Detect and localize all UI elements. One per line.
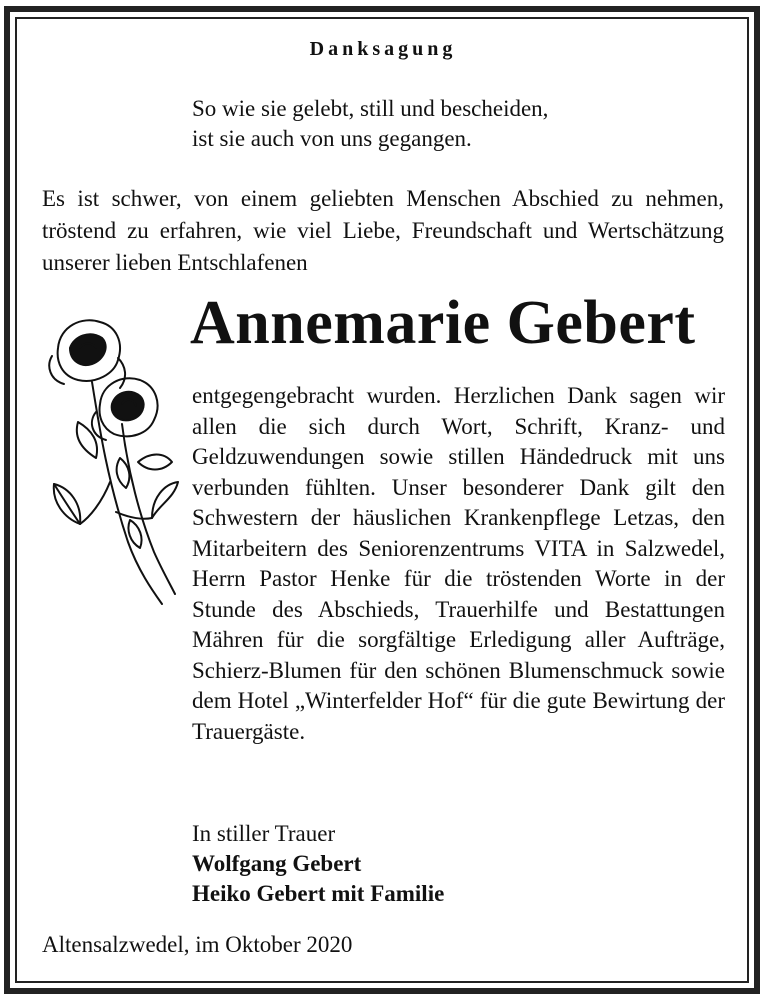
- rose-illustration-icon: [30, 312, 180, 612]
- signature-intro: In stiller Trauer: [192, 821, 336, 846]
- notice-heading: Danksagung: [309, 38, 457, 60]
- intro-paragraph: Es ist schwer, von einem geliebten Menschen Abschied zu nehmen, tröstend zu erfahren, wie viel Liebe, Freundschaft und Wertschätzung unserer lieben Entschlafenen: [42, 186, 724, 275]
- place-date: Altensalzwedel, im Oktober 2020: [42, 932, 353, 957]
- deceased-name: Annemarie Gebert: [190, 289, 696, 357]
- thanks-paragraph: entgegengebracht wurden. Herzlichen Dank sagen wir allen die sich durch Wort, Schrift, Kranz- und Geldzuwendungen sowie stillen Händedruck mit uns verbunden fühlten. Unser besonderer Dank gilt den Schwestern der häuslichen Krankenpflege Letzas, den Mitarbeitern des Seniorenzentrums VITA in Salzwedel, Herrn Pastor Henke für die tröstenden Worte in der Stunde des Abschieds, Trauerhilfe und Bestattungen Mähren für die sorgfältige Erledigung aller Aufträge, Schierz-Blumen für den schönen Blumenschmuck sowie dem Hotel „Winterfelder Hof“ für die gute Bewirtung der Trauergäste.: [192, 383, 725, 744]
- signer-name: Heiko Gebert mit Familie: [192, 881, 445, 906]
- motto-verse: So wie sie gelebt, still und bescheiden, ist sie auch von uns gegangen.: [192, 96, 549, 151]
- signer-name: Wolfgang Gebert: [192, 851, 362, 876]
